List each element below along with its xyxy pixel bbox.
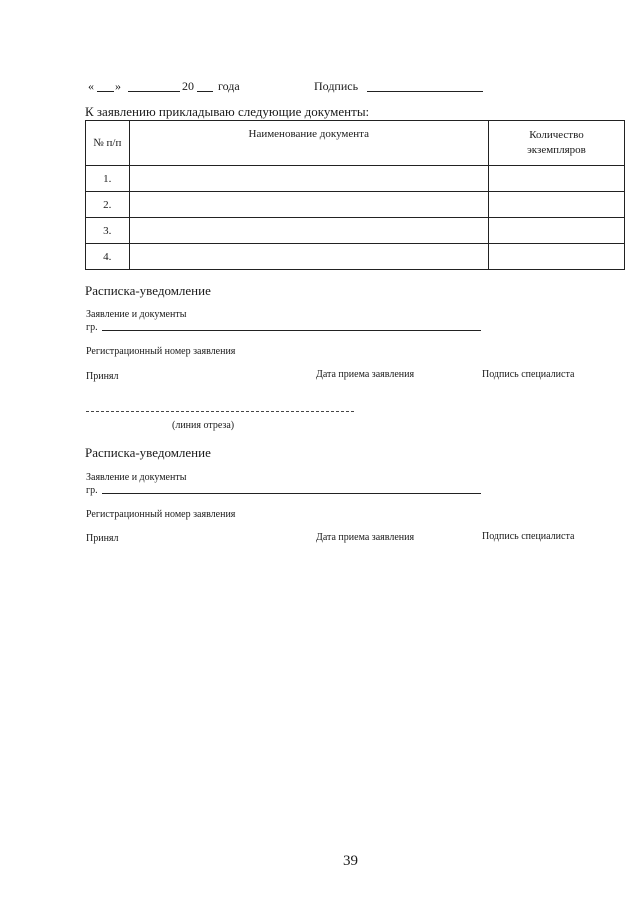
signature-label: Подпись: [314, 79, 359, 93]
date-close-quote: »: [115, 79, 121, 93]
row-number: 1.: [86, 166, 130, 192]
docs-label: Заявление и документы: [86, 309, 187, 320]
reg-number-label: Регистрационный номер заявления: [86, 509, 236, 520]
row-number: 2.: [86, 192, 130, 218]
quantity-cell[interactable]: [488, 166, 624, 192]
day-field[interactable]: [97, 91, 114, 92]
table-row: [86, 244, 625, 270]
year-label: года: [218, 79, 240, 93]
document-name-cell[interactable]: [129, 244, 488, 270]
cut-line-label: (линия отреза): [172, 420, 235, 431]
accepted-label: Принял: [86, 533, 119, 544]
date-received-label: Дата приема заявления: [316, 532, 415, 543]
citizen-label: гр.: [86, 322, 98, 333]
table-header-row: [86, 121, 625, 166]
quantity-cell[interactable]: [488, 192, 624, 218]
date-received-label: Дата приема заявления: [316, 369, 415, 380]
receipt-title: Расписка-уведомление: [85, 445, 211, 460]
accepted-label: Принял: [86, 371, 119, 382]
document-name-cell[interactable]: [129, 166, 488, 192]
quantity-cell[interactable]: [488, 218, 624, 244]
signature-field[interactable]: [367, 91, 483, 92]
document-name-cell[interactable]: [129, 218, 488, 244]
quantity-cell[interactable]: [488, 244, 624, 270]
docs-label: Заявление и документы: [86, 472, 187, 483]
column-header-quantity: Количество экземпляров: [488, 121, 624, 166]
document-name-cell[interactable]: [129, 192, 488, 218]
citizen-label: гр.: [86, 485, 98, 496]
citizen-name-field[interactable]: [102, 330, 481, 331]
page-number: 39: [343, 853, 358, 869]
citizen-name-field[interactable]: [102, 493, 481, 494]
attached-docs-title: К заявлению прикладываю следующие документы:: [85, 104, 370, 119]
receipt-title: Расписка-уведомление: [85, 283, 211, 298]
year-prefix: 20: [182, 79, 194, 93]
table-row: [86, 166, 625, 192]
column-header-number: № п/п: [86, 121, 130, 166]
specialist-signature-label: Подпись специалиста: [482, 369, 575, 380]
cut-line: [86, 411, 354, 412]
table-row: [86, 218, 625, 244]
month-field[interactable]: [128, 91, 180, 92]
specialist-signature-label: Подпись специалиста: [482, 531, 575, 542]
table-row: [86, 192, 625, 218]
row-number: 4.: [86, 244, 130, 270]
reg-number-label: Регистрационный номер заявления: [86, 346, 236, 357]
attached-docs-table: [85, 120, 625, 270]
column-header-name: Наименование документа: [129, 121, 488, 166]
row-number: 3.: [86, 218, 130, 244]
year-field[interactable]: [197, 91, 213, 92]
date-open-quote: «: [88, 79, 94, 93]
